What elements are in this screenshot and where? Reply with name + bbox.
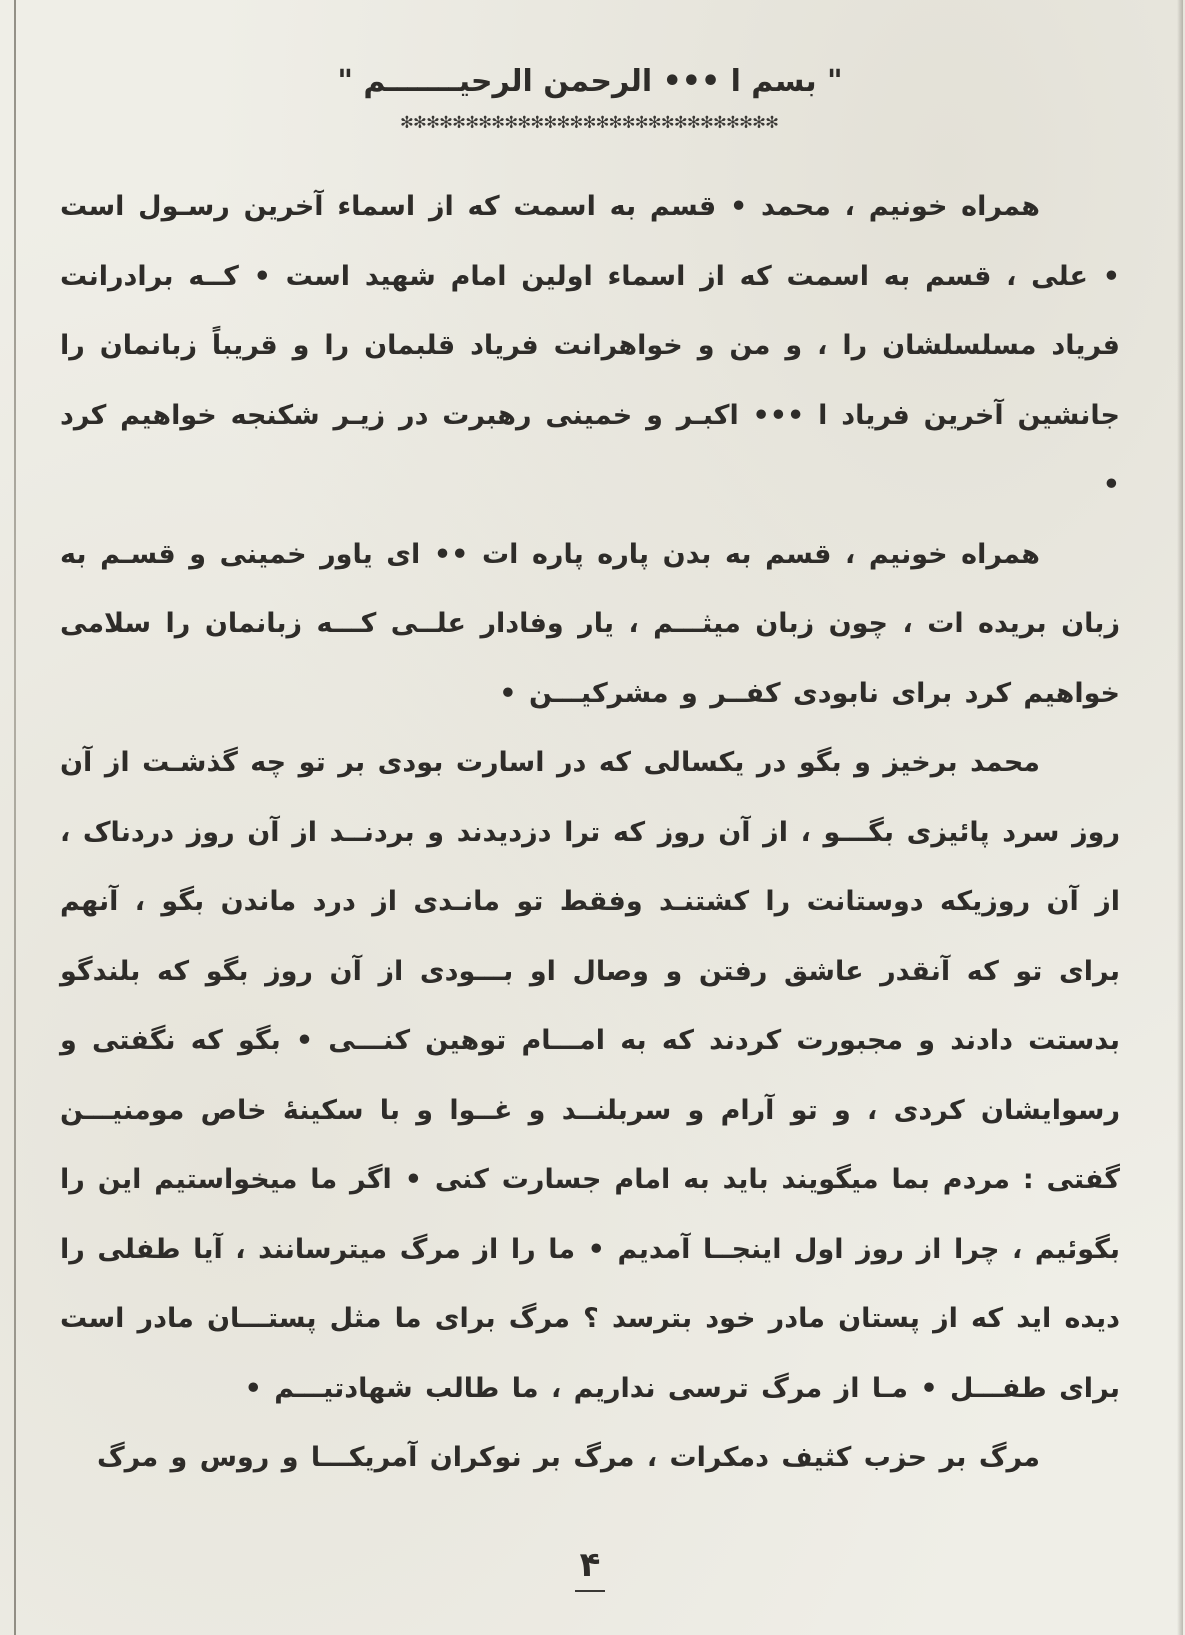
document-title: " بسم ا ••• الرحمن الرحیـــــــم " [337, 64, 843, 99]
paragraph-4: مرگ بر حزب کثیف دمکرات ، مرگ بر نوکران آمریکـــا و روس و مرگ [97, 1442, 1040, 1473]
page-right-edge [1177, 0, 1183, 1635]
paragraph-1: همراه خونیم ، محمد • قسم به اسمت که از اسماء آخرین رسـول است • علی ، قسم به اسمت که از اسماء اولین امام شهید است • کــه برادرانت فریاد مسلسلشان را ، و من و خواهرانت فریاد قلبمان را و قریباً زبانمان را جانشین آخرین فریاد ا ••• اکبـر و خمینی رهبرت در زیـر شکنجه خواهیم کرد • [60, 191, 1120, 500]
page-left-edge [14, 0, 16, 1635]
page-number: ۴ [579, 1545, 601, 1585]
star-separator: ✻✻✻✻✻✻✻✻✻✻✻✻✻✻✻✻✻✻✻✻✻✻✻✻✻✻✻✻✻ [400, 109, 780, 133]
document-text [60, 172, 1120, 1493]
paragraph-2: همراه خونیم ، قسم به بدن پاره پاره ات •• ای یاور خمینی و قسـم به زبان بریده ات ، چون زبان میثـــم ، یار وفادار علــی کـــه زبانمان را سلامی خواهیم کرد برای نابودی کفــر و مشرکیـــن • [60, 538, 1120, 709]
page-number-underline [575, 1590, 605, 1592]
paragraph-3: محمد برخیز و بگو در یکسالی که در اسارت بودی بر تو چه گذشـت از آن روز سرد پائیزی بگـــو ، از آن روز که ترا دزدیدند و بردنــد از آن روز دردناک ، از آن روزیکه دوستانت را کشتنـد وفقط تو مانـدی از درد ماندن بگو ، آنهم برای تو که آنقدر عاشق رفتن و وصال او بـــودی از آن روز بگو که بلندگو بدستت دادند و مجبورت کردند که به امـــام توهین کنـــی • بگو که نگفتی و رسوایشان کردی ، و تو آرام و سربلنــد و غــوا و با سکینهٔ خاص مومنیـــن گفتی : مردم بما میگویند باید به امام جسارت کنی • اگر ما میخواستیم این را بگوئیم ، چرا از روز اول اینجــا آمدیم • ما را از مرگ میترسانند ، آیا طفلی را دیده اید که از پستان مادر خود بترسد ؟ مرگ برای ما مثل پستـــان مادر است برای طفـــل • مـا از مرگ ترسی نداریم ، ما طالب شهادتیـــم • [60, 747, 1120, 1404]
document-body [60, 60, 1120, 1493]
